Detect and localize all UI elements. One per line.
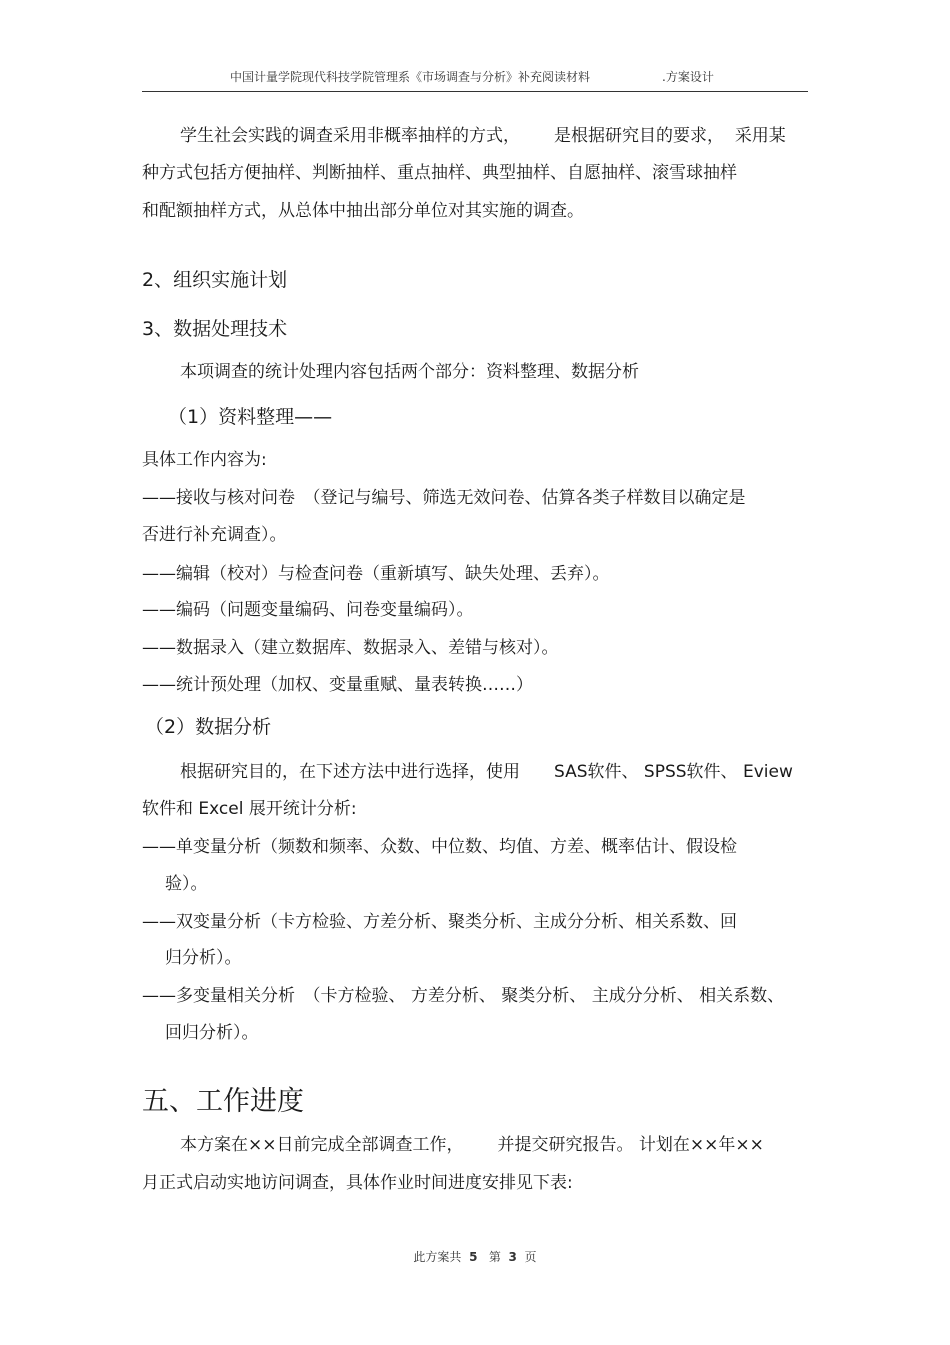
footer-total-pages: 5 (469, 1250, 478, 1264)
heading-organization-plan: 2、组织实施计划 (142, 269, 288, 291)
text-span: 并提交研究报告。 计划在××年×× (497, 1135, 764, 1155)
paragraph-sampling-line2: 种方式包括方便抽样、判断抽样、重点抽样、典型抽样、自愿抽样、滚雪球抽样 (142, 163, 737, 183)
list-item-coding: ——编码（问题变量编码、问卷变量编码）。 (142, 600, 474, 620)
footer-mid: 第 (488, 1250, 501, 1264)
subheading-data-analysis: （2）数据分析 (145, 716, 272, 738)
subheading-data-organization: （1）资料整理—— (168, 406, 333, 428)
text-span: 是根据研究目的要求， (554, 126, 724, 146)
list-item-receive-check: ——接收与核对问卷 （登记与编号、筛选无效问卷、估算各类子样数目以确定是 (142, 488, 746, 508)
list-item-preprocessing: ——统计预处理（加权、变量重赋、量表转换……） (142, 675, 533, 695)
header-title: 中国计量学院现代科技学院管理系《市场调查与分析》补充阅读材料 (230, 70, 591, 84)
page-footer (0, 1248, 950, 1265)
paragraph-schedule-line2: 月正式启动实地访问调查，具体作业时间进度安排见下表: (142, 1173, 573, 1193)
text-span: 本方案在××日前完成全部调查工作， (180, 1135, 464, 1155)
list-item-receive-check-cont: 否进行补充调查）。 (142, 525, 287, 545)
heading-data-processing: 3、数据处理技术 (142, 318, 288, 340)
header-section: .方案设计 (662, 70, 714, 84)
list-item-edit-check: ——编辑（校对）与检查问卷（重新填写、缺失处理、丢弃）。 (142, 564, 610, 584)
paragraph-sampling-line1 (180, 124, 786, 148)
heading-work-schedule: 五、工作进度 (142, 1086, 304, 1117)
list-item-multivariate: ——多变量相关分析 （卡方检验、 方差分析、 聚类分析、 主成分分析、 相关系数、 (142, 986, 785, 1006)
paragraph-analysis-line2: 软件和 Excel 展开统计分析: (142, 799, 357, 819)
footer-current-page: 3 (508, 1250, 517, 1264)
list-item-data-entry: ——数据录入（建立数据库、数据录入、差错与核对）。 (142, 638, 559, 658)
paragraph-sampling-line3: 和配额抽样方式，从总体中抽出部分单位对其实施的调查。 (142, 201, 584, 221)
work-content-label: 具体工作内容为: (142, 450, 267, 470)
footer-suffix: 页 (524, 1250, 537, 1264)
list-item-multivariate-cont: 回归分析）。 (165, 1023, 259, 1043)
paragraph-analysis-line1: 根据研究目的，在下述方法中进行选择，使用 SAS软件、 SPSS软件、 Eview (180, 762, 793, 782)
footer-prefix: 此方案共 (413, 1250, 462, 1264)
page-header (142, 66, 808, 92)
paragraph-processing-intro: 本项调查的统计处理内容包括两个部分：资料整理、数据分析 (180, 362, 639, 382)
list-item-bivariate: ——双变量分析（卡方检验、方差分析、聚类分析、主成分分析、相关系数、回 (142, 912, 737, 932)
text-span: 学生社会实践的调查采用非概率抽样的方式， (180, 126, 520, 146)
text-span: 采用某 (734, 126, 786, 146)
list-item-univariate-cont: 验）。 (165, 874, 208, 894)
list-item-bivariate-cont: 归分析）。 (165, 948, 242, 968)
paragraph-schedule-line1 (180, 1133, 764, 1157)
list-item-univariate: ——单变量分析（频数和频率、众数、中位数、均值、方差、概率估计、假设检 (142, 837, 737, 857)
